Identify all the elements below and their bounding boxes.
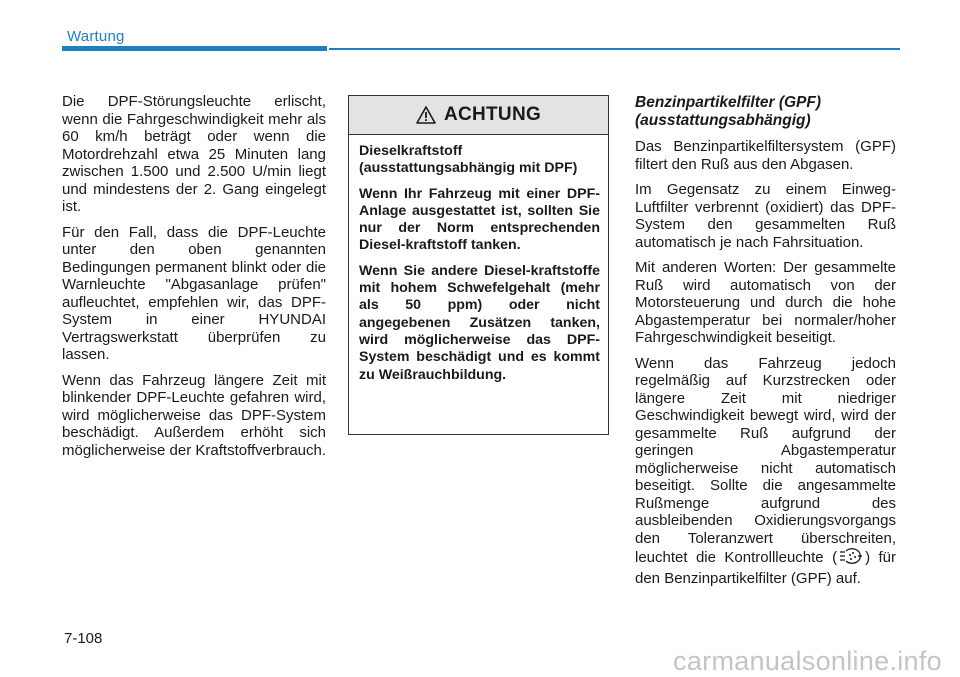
right-column [635, 94, 896, 595]
watermark: carmanualsonline.info [673, 646, 942, 676]
caution-paragraph-1: Dieselkraftstoff (ausstattungsabhängig mit DPF) [359, 143, 578, 177]
gpf-indicator-icon [839, 547, 863, 570]
caution-title: ACHTUNG [443, 104, 542, 125]
right-paragraph-2: Im Gegensatz zu einem Einweg-Luftfilter verbrennt (oxidiert) das DPF-System den gesammelten Ruß automatisch je nach Fahrsituation. [635, 181, 896, 251]
left-paragraph-3: Wenn das Fahrzeug längere Zeit mit blinkender DPF-Leuchte gefahren wird, wird möglicherweise das DPF-System beschädigt. Außerdem erhöht sich möglicherweise der Kraftstoffverbrauch. [62, 371, 327, 459]
caution-header [349, 96, 608, 135]
page-number: 7-108 [64, 630, 103, 647]
left-paragraph-2: Für den Fall, dass die DPF-Leuchte unter den oben genannten Bedingungen permanent blinkt oder die Warnleuchte "Abgasanlage prüfen" aufleuchtet, empfehlen wir, das DPF-System in einer HYUNDAI Vertragswerkstatt überprüfen zu lassen. [62, 223, 326, 363]
left-paragraph-1: Die DPF-Störungsleuchte erlischt, wenn die Fahrgeschwindigkeit mehr als 60 km/h beträgt oder wenn die Motordrehzahl etwa 25 Minuten lang zwischen 1.500 und 2.500 U/min liegt und mindestens der 2. Gang eingelegt ist. [62, 93, 326, 215]
right-paragraph-4-end: ) für den Benzinpartikelfilter (GPF) auf. [635, 549, 897, 587]
caution-paragraph-2: Wenn Ihr Fahrzeug mit einer DPF-Anlage ausgestattet ist, sollten Sie nur der Norm entsprechenden Diesel-kraftstoff tanken. [359, 185, 600, 254]
right-paragraph-1: Das Benzinpartikelfiltersystem (GPF) filtert den Ruß aus den Abgasen. [635, 138, 896, 173]
caution-body [349, 135, 608, 384]
warning-triangle-icon [416, 106, 436, 124]
right-paragraph-4 [635, 355, 896, 588]
gpf-heading: Benzinpartikelfilter (GPF) (ausstattungsabhängig) [635, 94, 822, 129]
caution-box [348, 95, 609, 435]
caution-paragraph-3: Wenn Sie andere Diesel-kraftstoffe mit hohem Schwefelgehalt (mehr als 50 ppm) oder nicht angegebenen Zusätzen tanken, wird möglicherweise das DPF-System beschädigt und es kommt zu Weißrauchbildung. [359, 262, 600, 383]
left-column [62, 93, 326, 467]
right-paragraph-4-start: Wenn das Fahrzeug jedoch regelmäßig auf Kurzstrecken oder längere Zeit mit niedriger Geschwindigkeit bewegt wird, wird der gesammelte Ruß aufgrund der geringen Abgastemperatur möglicherweise nicht automatisch beseitigt. Sollte die angesammelte Rußmenge aufgrund des ausbleibenden Oxidierungsvorgangs den Toleranzwert überschreiten, leuchtet die Kontrollleuchte ( [635, 354, 896, 567]
header-rule-thin [329, 48, 900, 50]
header-rule-thick [62, 46, 327, 51]
right-paragraph-3: Mit anderen Worten: Der gesammelte Ruß wird automatisch von der Motorsteuerung und durch die hohe Abgastemperatur bei normaler/hoher Fahrgeschwindigkeit beseitigt. [635, 259, 896, 346]
section-title: Wartung [67, 28, 125, 45]
